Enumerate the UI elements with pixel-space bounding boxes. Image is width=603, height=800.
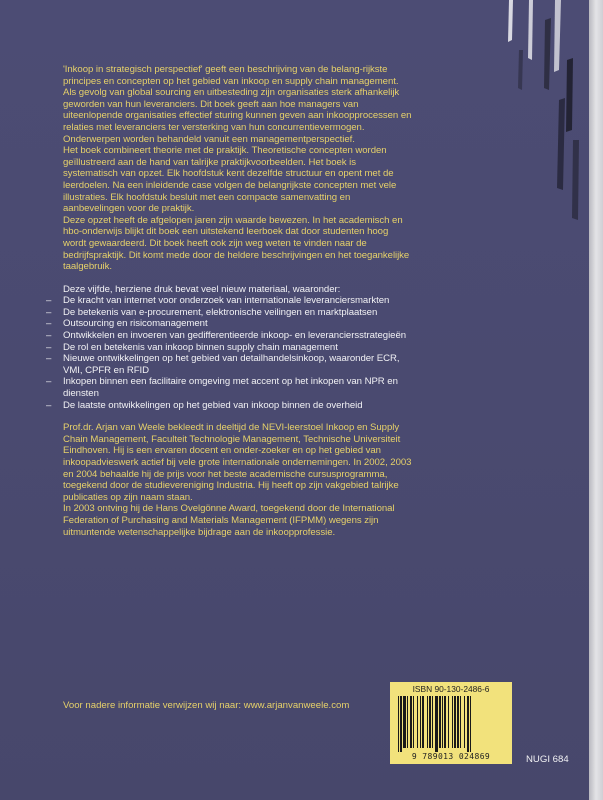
new-material-intro: Deze vijfde, herziene druk bevat veel nieuw materiaal, waaronder: (63, 283, 341, 295)
website-line: Voor nadere informatie verwijzen wij naar: www.arjanvanweele.com (63, 700, 350, 711)
description-paragraph: 'Inkoop in strategisch perspectief' geeft een beschrijving van de belang-rijkste principes en concepten op het gebied van inkoop en supply chain management. Als gevolg van global sourcing en uitbesteding zijn organisaties sterk afhankelijk geworden van hun leveranciers. Dit boek geeft aan hoe managers van uiteenlopende organisaties effectief sturing kunnen geven aan inkoopprocessen en relaties met leveranciers ter versterking van hun concurrentievermogen. Onderwerpen worden behandeld vanuit een managementperspectief. (63, 64, 412, 145)
list-item: – De laatste ontwikkelingen op het gebied van inkoop binnen de overheid (46, 399, 363, 411)
description-paragraph: Deze opzet heeft de afgelopen jaren zijn waarde bewezen. In het academisch en hbo-onderwijs blijkt dit boek een uitstekend leerboek dat door studenten hoog wordt gewaardeerd. Dit boek heeft ook zijn weg weten te vinden naar de bedrijfspraktijk. Dit komt mede door de heldere beschrijvingen en het toegankelijke taalgebruik. (63, 214, 410, 273)
list-dash: – (46, 376, 52, 388)
author-paragraph: In 2003 ontving hij de Hans Ovelgönne Award, toegekend door de International Federation of Purchasing and Materials Management (IFPMM) wegens zijn uitmuntende wetenschappelijke bijdrage aan de inkoopprofessie. (63, 503, 395, 538)
list-item: – Nieuwe ontwikkelingen op het gebied van detailhandelsinkoop, waaronder ECR, VMI, CPFR en RFID (46, 353, 400, 376)
list-dash: – (46, 330, 52, 342)
nugi-code: NUGI 684 (526, 754, 569, 765)
list-dash: – (46, 318, 52, 330)
list-item: – Ontwikkelen en invoeren van gedifferentieerde inkoop- en leveranciersstrategieën (46, 330, 407, 342)
list-item: – De rol en betekenis van inkoop binnen supply chain management (46, 341, 338, 353)
barcode-number: 9 789013 024869 (411, 752, 491, 761)
list-item: – De betekenis van e-procurement, elektronische veilingen en marktplaatsen (46, 306, 378, 318)
list-item: – Outsourcing en risicomanagement (46, 318, 208, 330)
list-dash: – (46, 306, 52, 318)
list-dash: – (46, 341, 52, 353)
list-dash: – (46, 295, 52, 307)
isbn: ISBN 90-130-2486-6 (412, 684, 490, 694)
barcode-label (390, 682, 512, 764)
description-paragraph: Het boek combineert theorie met de praktijk. Theoretische concepten worden geïllustreerd aan de hand van talrijke praktijkvoorbeelden. Het boek is systematisch van opzet. Elk hoofdstuk kent dezelfde structuur en opent met de leerdoelen. Na een inleidende case volgen de belangrijkste concepten met vele illustraties. Elk hoofdstuk besluit met een compacte samenvatting en aanbevelingen voor de praktijk. (63, 145, 397, 215)
back-cover-text (46, 64, 413, 538)
page-edge (589, 0, 603, 800)
new-material-list (46, 295, 413, 411)
list-item: – Inkopen binnen een facilitaire omgeving met accent op het inkopen van NPR en diensten (46, 376, 398, 400)
barcode-icon (396, 696, 506, 752)
list-dash: – (46, 399, 52, 411)
author-paragraph: Prof.dr. Arjan van Weele bekleedt in deeltijd de NEVI-leerstoel Inkoop en Supply Chain Management, Faculteit Technologie Management, Technische Universiteit Eindhoven. Hij is een ervaren docent en onder-zoeker en op het gebied van inkoopadvieswerk actief bij vele grote internationale ondernemingen. In 2002, 2003 en 2004 behaalde hij de prijs voor het beste academische cursusprogramma, toegekend door de studievereniging Industria. Hij heeft op zijn vakgebied talrijke publicaties op zijn naam staan. (63, 422, 412, 503)
list-item: – De kracht van internet voor onderzoek van internationale leveranciersmarkten (46, 295, 390, 307)
decorative-brush-marks (499, 0, 589, 240)
list-dash: – (46, 353, 52, 365)
